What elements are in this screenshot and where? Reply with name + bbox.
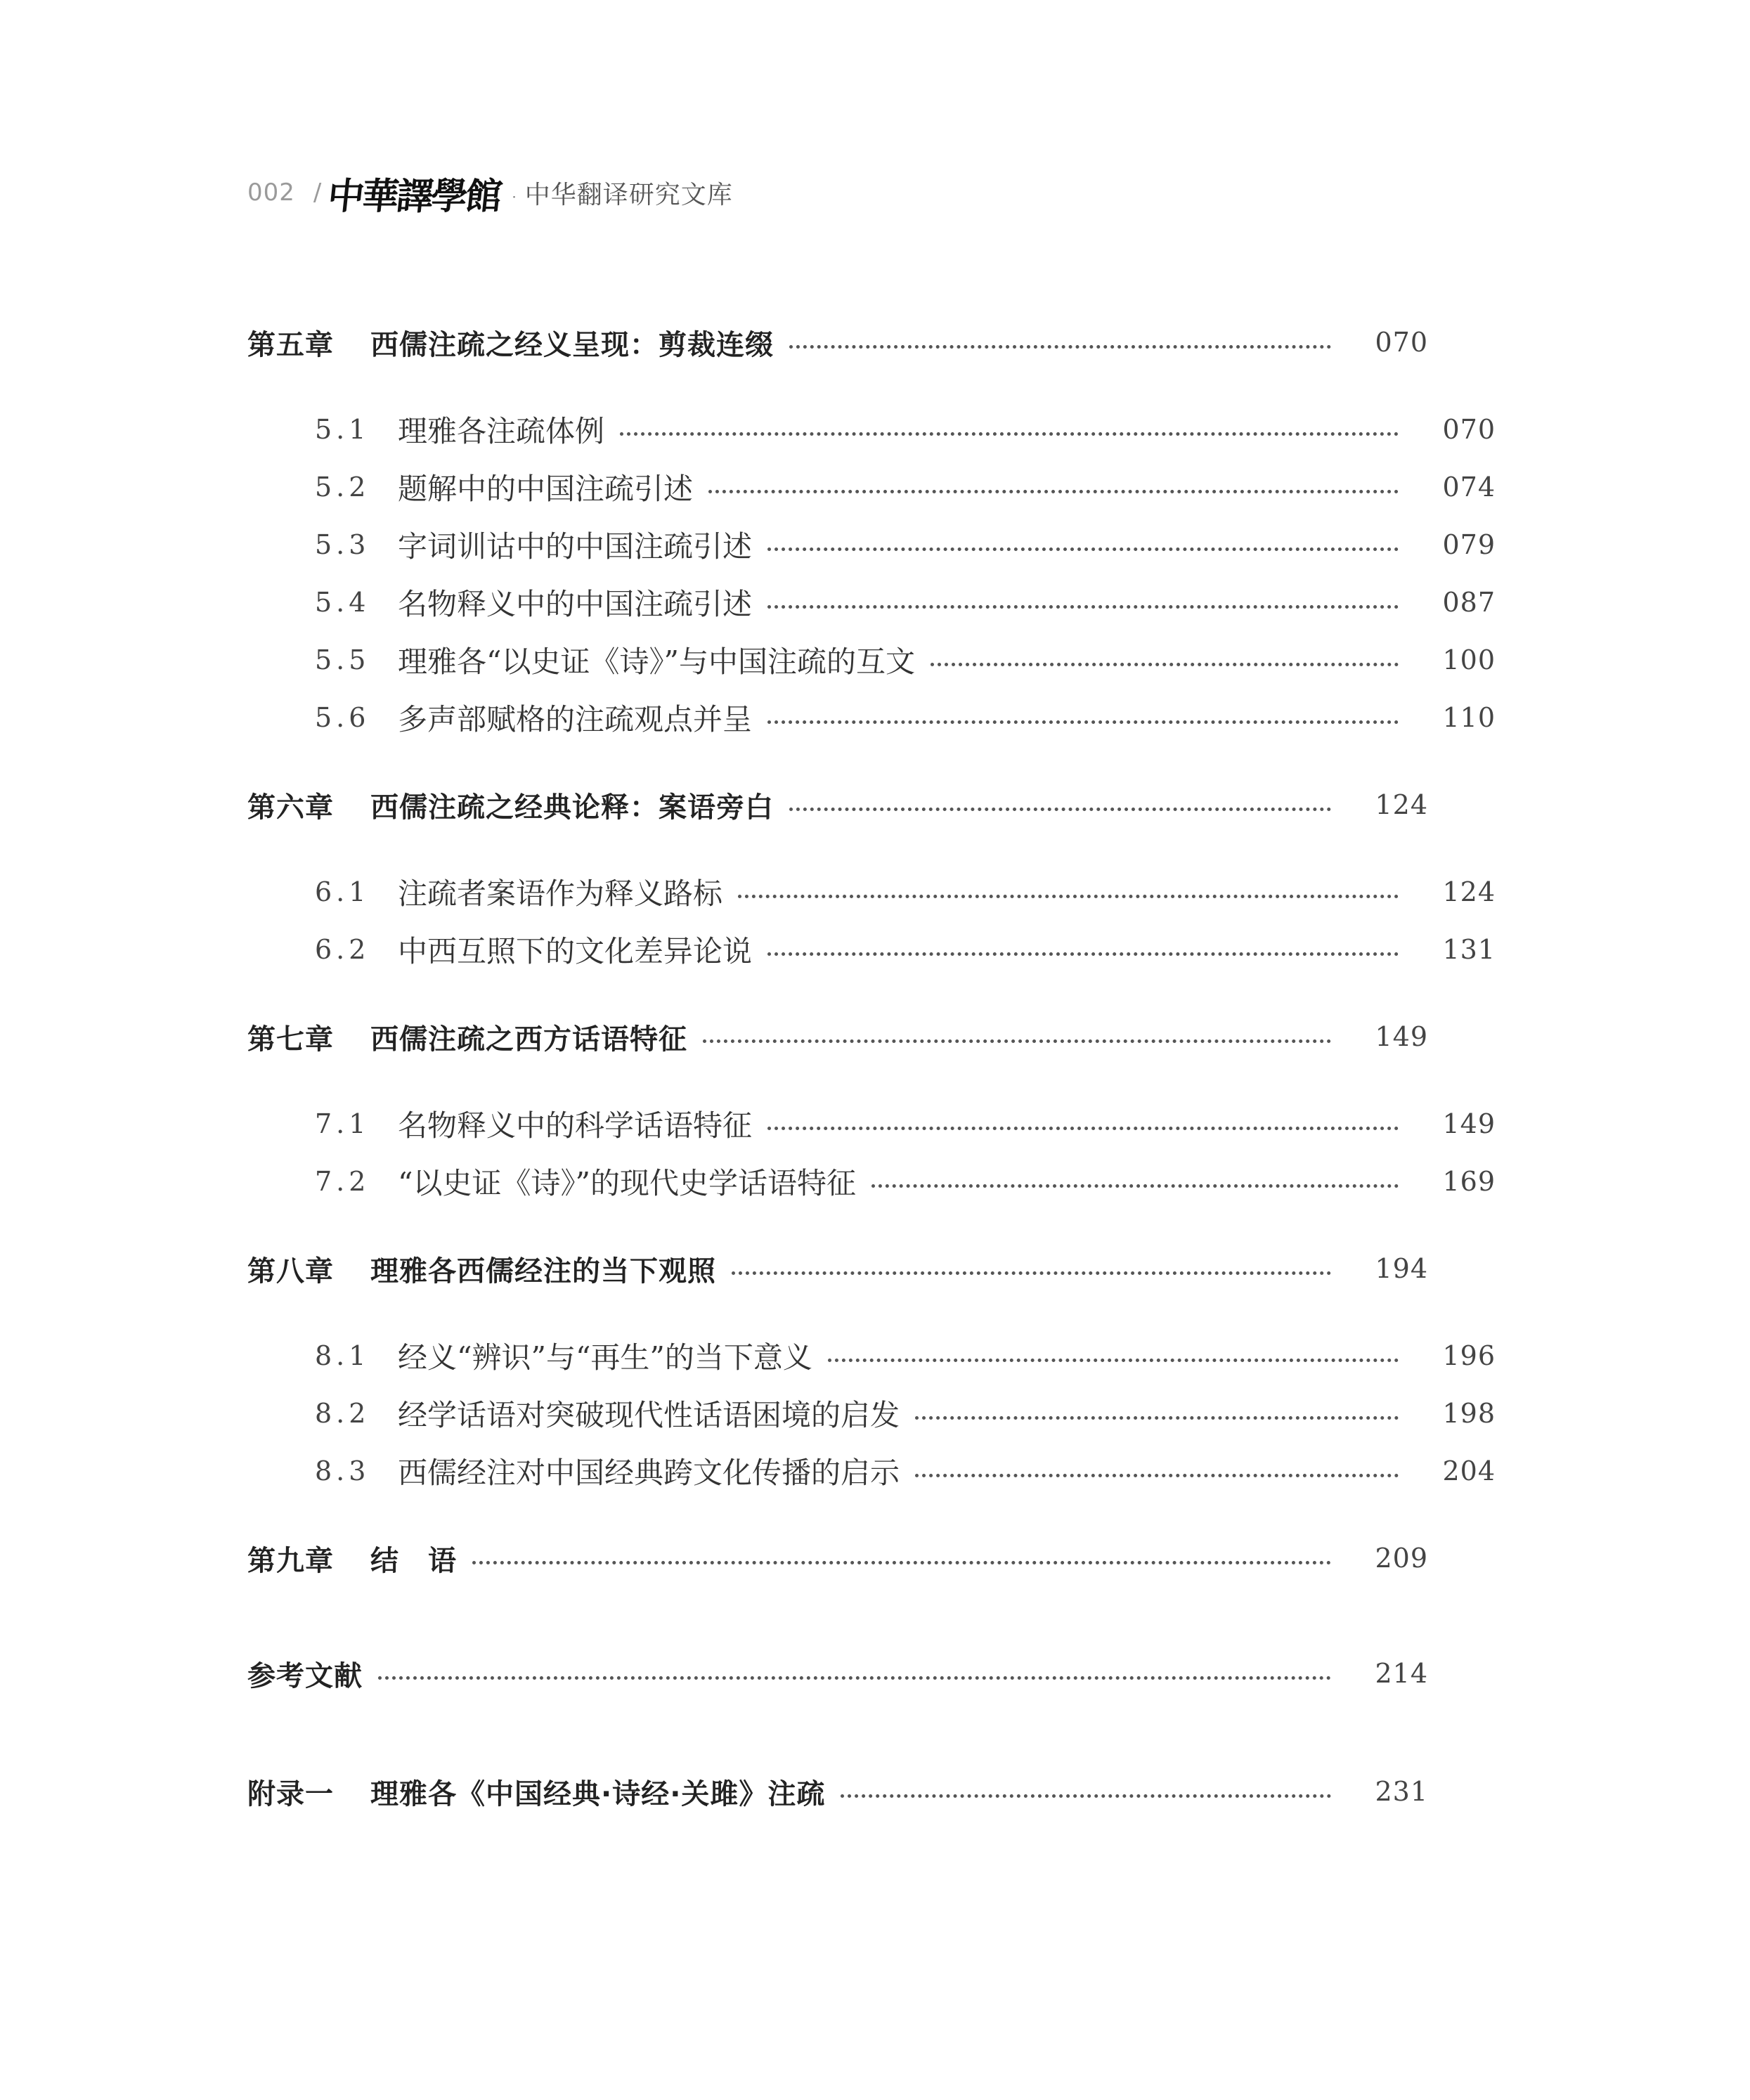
dot-leader: [871, 1184, 1399, 1188]
section-title: 字词训诂中的中国注疏引述: [398, 529, 753, 564]
section-title: 中西互照下的文化差异论说: [398, 934, 753, 968]
section-number: 7.2: [315, 1166, 370, 1197]
dot-leader: [915, 1474, 1399, 1477]
page-ref: 110: [1442, 702, 1496, 733]
dot-leader: [789, 808, 1331, 811]
header-separator: /: [313, 179, 322, 207]
toc-entry-chapter[interactable]: [0, 780, 1683, 829]
section-number: 5.6: [315, 702, 370, 733]
dot-leader: [931, 663, 1399, 666]
dot-leader: [620, 432, 1399, 436]
running-header: [247, 171, 733, 218]
dot-leader: [703, 1039, 1331, 1043]
chapter-label: 第六章: [247, 791, 334, 824]
page-ref: 074: [1442, 472, 1496, 503]
toc-entry-section[interactable]: [0, 925, 1750, 974]
section-title: 名物释义中的中国注疏引述: [398, 587, 753, 621]
toc-entry-references[interactable]: [0, 1649, 1683, 1698]
toc-entry-chapter[interactable]: [0, 1244, 1683, 1293]
dot-leader: [841, 1794, 1331, 1798]
page-ref: 194: [1375, 1253, 1428, 1284]
toc-entry-appendix[interactable]: [0, 1767, 1683, 1816]
section-number: 6.1: [315, 876, 370, 907]
page-ref: 149: [1375, 1021, 1428, 1052]
section-title: “以史证《诗》”的现代史学话语特征: [398, 1166, 856, 1200]
page-ref: 169: [1442, 1166, 1496, 1197]
toc-entry-chapter[interactable]: [0, 318, 1683, 367]
page-ref: 124: [1375, 789, 1428, 820]
toc-entry-section[interactable]: [0, 867, 1750, 916]
chapter-title: 西儒注疏之经典论释：案语旁白: [370, 791, 774, 824]
chapter-label: 第五章: [247, 328, 334, 361]
section-title: 经学话语对突破现代性话语困境的启发: [398, 1398, 900, 1432]
section-title: 理雅各注疏体例: [398, 414, 605, 448]
dot-leader: [767, 547, 1399, 551]
section-title: 西儒经注对中国经典跨文化传播的启示: [398, 1456, 900, 1490]
page-ref: 131: [1442, 934, 1496, 965]
toc-entry-chapter[interactable]: [0, 1534, 1683, 1583]
section-number: 5.2: [315, 472, 370, 503]
dot-leader: [378, 1676, 1331, 1680]
section-title: 名物释义中的科学话语特征: [398, 1108, 753, 1143]
chapter-title: 结 语: [370, 1544, 457, 1577]
toc-entry-section[interactable]: [0, 635, 1750, 685]
dot-leader: [767, 1127, 1399, 1130]
section-title: 多声部赋格的注疏观点并呈: [398, 702, 753, 737]
dot-leader: [738, 895, 1399, 898]
dot-leader: [767, 605, 1399, 609]
toc-entry-section[interactable]: [0, 1446, 1750, 1496]
section-number: 8.1: [315, 1340, 370, 1371]
chapter-label: 第八章: [247, 1255, 334, 1288]
toc-entry-section[interactable]: [0, 1099, 1750, 1148]
page-ref: 198: [1442, 1398, 1496, 1429]
section-number: 6.2: [315, 934, 370, 965]
chapter-label: 第九章: [247, 1544, 334, 1577]
page-ref: 087: [1442, 587, 1496, 618]
chapter-title: 西儒注疏之西方话语特征: [370, 1023, 687, 1056]
dot-leader: [767, 952, 1399, 956]
appendix-label: 附录一: [247, 1777, 334, 1810]
page-ref: 204: [1442, 1456, 1496, 1486]
chapter-label: 第七章: [247, 1023, 334, 1056]
page-ref: 214: [1375, 1658, 1428, 1689]
dot-leader: [767, 720, 1399, 724]
dot-leader: [708, 490, 1399, 493]
section-title: 题解中的中国注疏引述: [398, 472, 694, 506]
chapter-title: 理雅各西儒经注的当下观照: [370, 1255, 716, 1288]
references-label: 参考文献: [247, 1659, 363, 1692]
dot-leader: [789, 345, 1331, 349]
toc-entry-section[interactable]: [0, 1157, 1750, 1206]
dot-leader: [472, 1561, 1331, 1564]
section-title: 理雅各“以史证《诗》”与中国注疏的互文: [398, 644, 915, 679]
toc-entry-section[interactable]: [0, 1331, 1750, 1380]
appendix-title: 理雅各《中国经典·诗经·关雎》注疏: [370, 1777, 826, 1810]
page-number: 002: [247, 179, 295, 207]
section-number: 7.1: [315, 1108, 370, 1139]
chapter-title: 西儒注疏之经义呈现：剪裁连缀: [370, 328, 774, 361]
toc-entry-section[interactable]: [0, 405, 1750, 454]
section-number: 8.2: [315, 1398, 370, 1429]
page-ref: 079: [1442, 529, 1496, 560]
toc-entry-section[interactable]: [0, 1389, 1750, 1438]
toc-entry-chapter[interactable]: [0, 1012, 1683, 1061]
toc-entry-section[interactable]: [0, 693, 1750, 742]
toc-entry-section[interactable]: [0, 520, 1750, 569]
dot-leader: [915, 1416, 1399, 1420]
toc-entry-section[interactable]: [0, 578, 1750, 627]
page-ref: 196: [1442, 1340, 1496, 1371]
toc-entry-section[interactable]: [0, 462, 1750, 512]
publisher-logo: 中華譯學館: [325, 174, 503, 218]
page-ref: 149: [1442, 1108, 1496, 1139]
section-title: 经义“辨识”与“再生”的当下意义: [398, 1340, 812, 1375]
page-ref: 070: [1375, 327, 1428, 358]
section-number: 8.3: [315, 1456, 370, 1486]
section-title: 注疏者案语作为释义路标: [398, 876, 723, 911]
section-number: 5.3: [315, 529, 370, 560]
dot-leader: [732, 1271, 1331, 1275]
page-ref: 100: [1442, 644, 1496, 675]
page-ref: 209: [1375, 1543, 1428, 1574]
section-number: 5.4: [315, 587, 370, 618]
page-ref: 124: [1442, 876, 1496, 907]
page-ref: 070: [1442, 414, 1496, 445]
page-ref: 231: [1375, 1776, 1428, 1807]
header-dot: ·: [512, 188, 517, 205]
section-number: 5.1: [315, 414, 370, 445]
series-name: 中华翻译研究文库: [524, 180, 733, 209]
dot-leader: [828, 1359, 1399, 1362]
section-number: 5.5: [315, 644, 370, 675]
